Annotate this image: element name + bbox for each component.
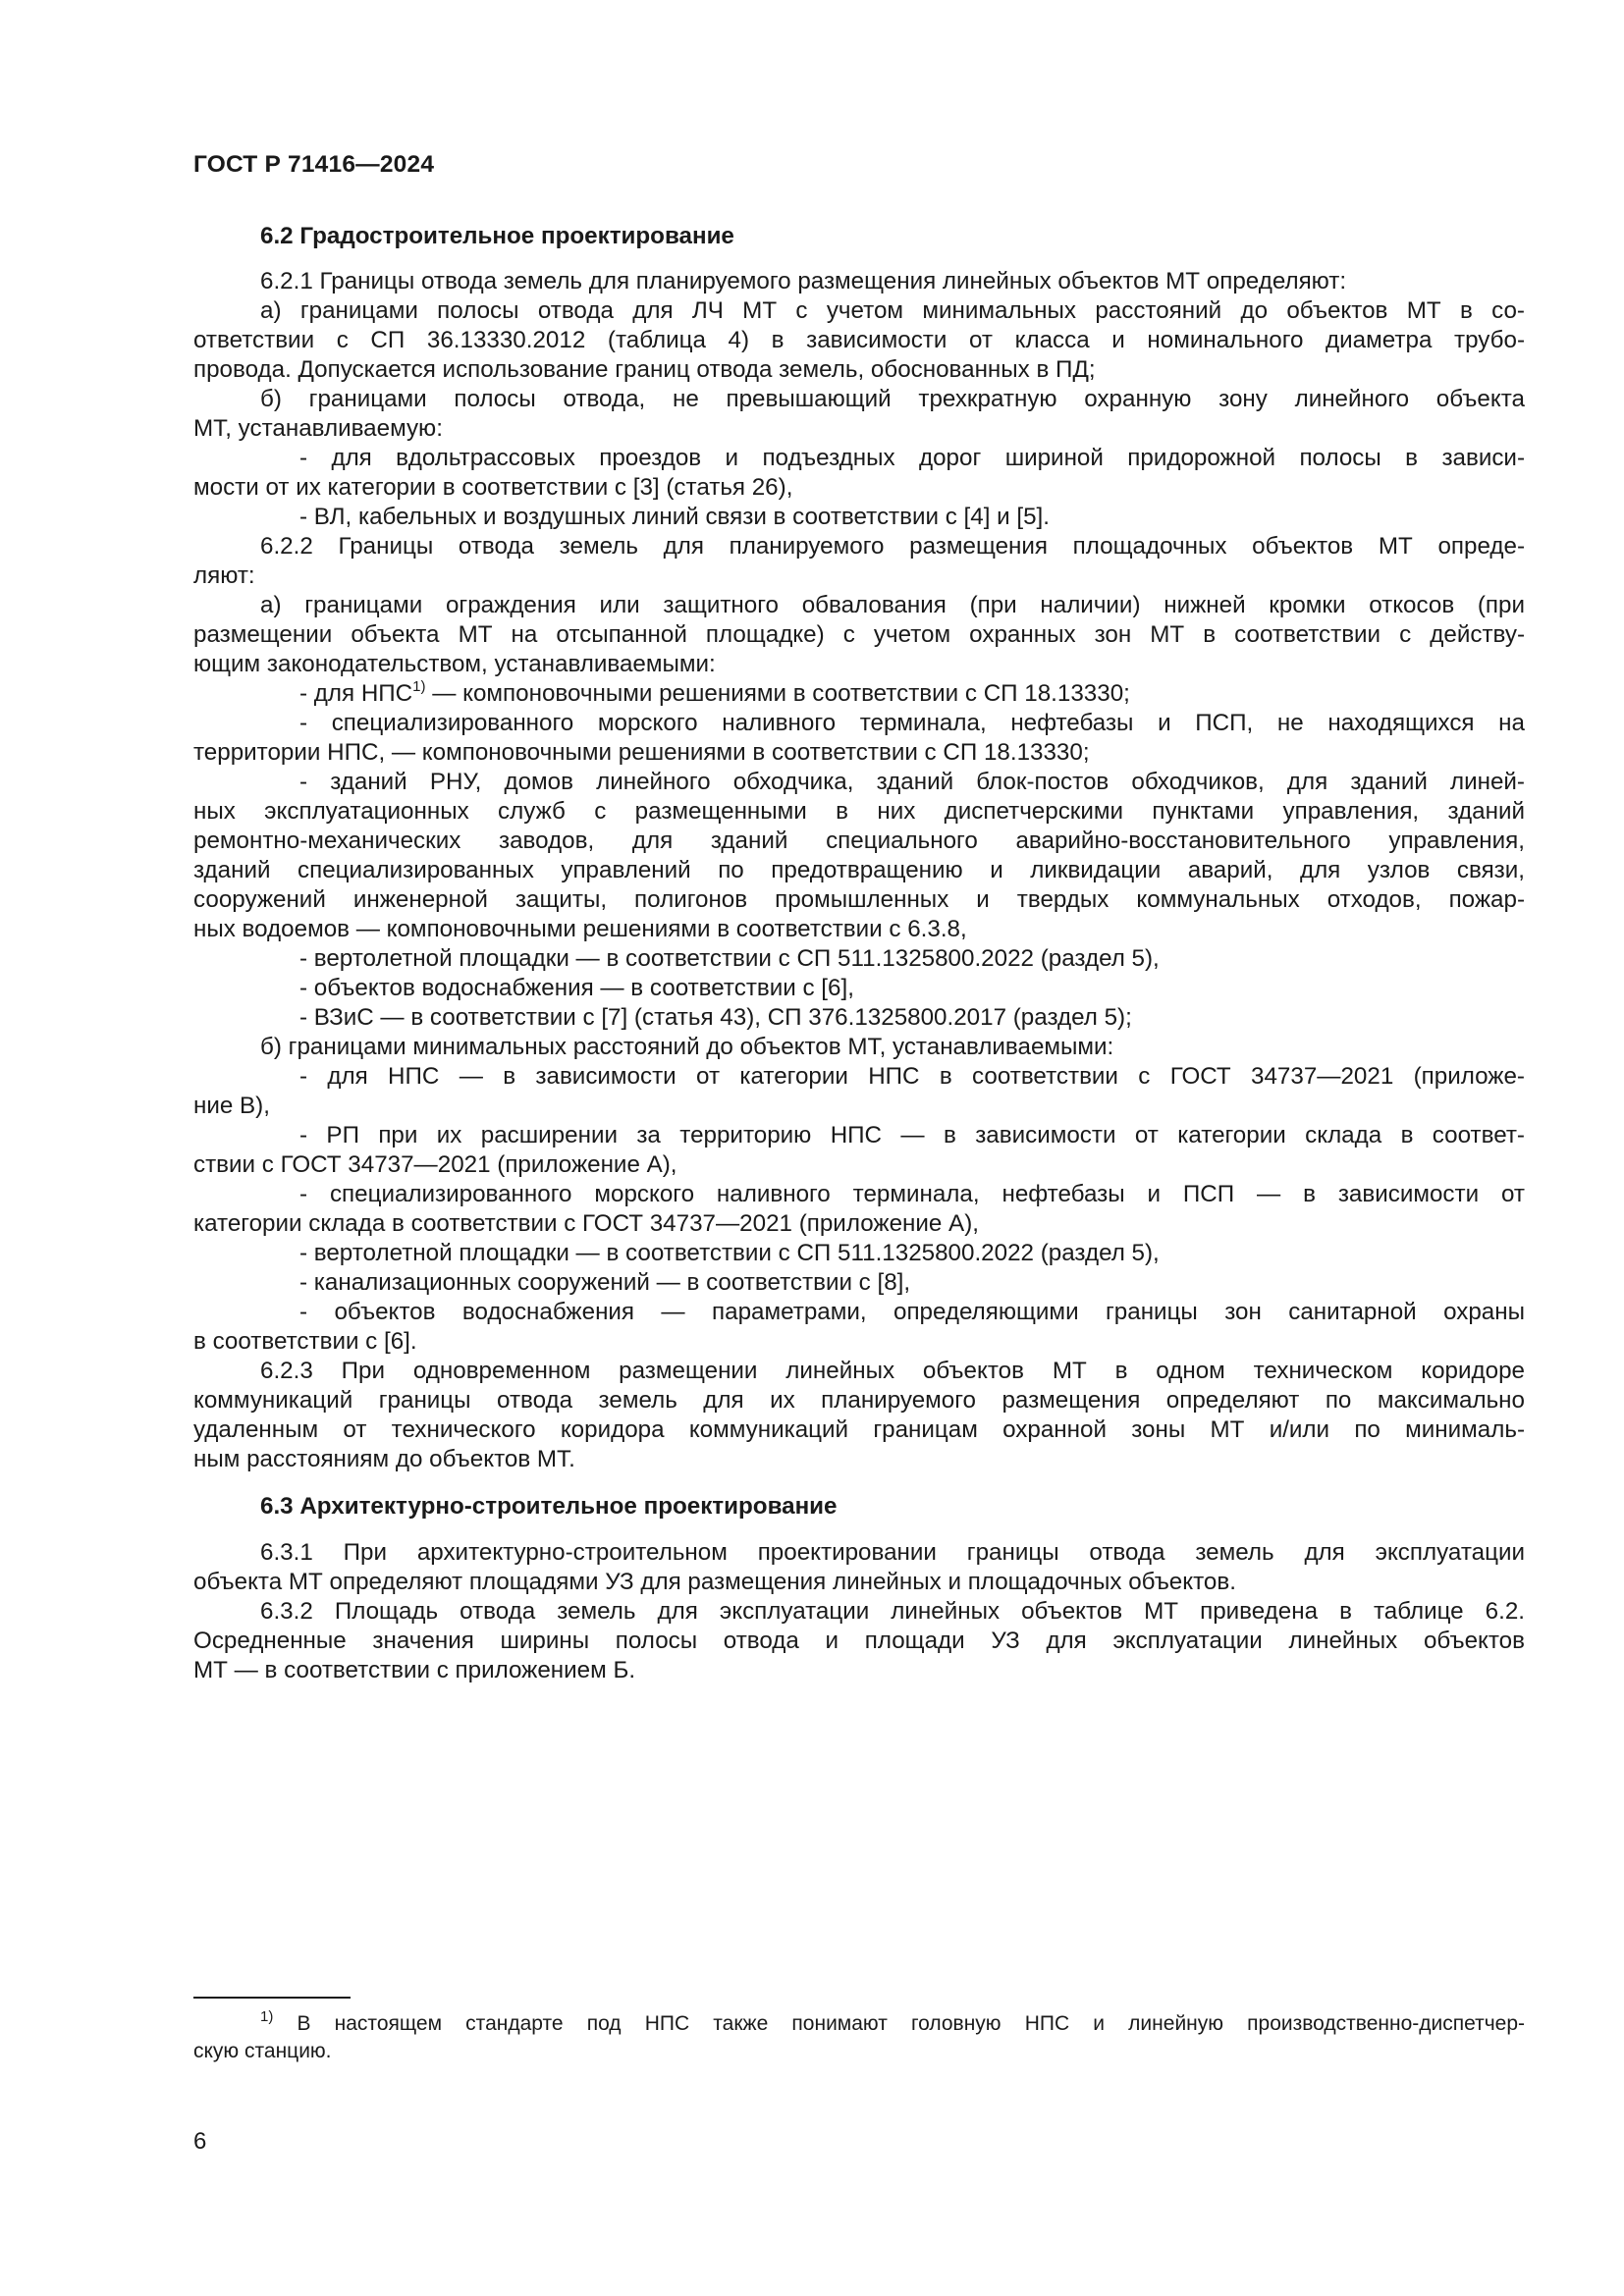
text-line: провода. Допускается использование границ отвода земель, обоснованных в ПД; [193,356,1096,383]
footnote-reference: 1) [412,677,426,695]
footnote-line: скую станцию. [193,2040,332,2062]
list-item: - зданий РНУ, домов линейного обходчика, зданий блок-постов обходчиков, для зданий линей- [299,769,1525,795]
footnote-text: В настоящем стандарте под НПС также понимают головную НПС и линейную производственно-диспетчер- [273,2012,1525,2035]
text-line: удаленным от технического коридора коммуникаций границам охранной зоны МТ и/или по минималь- [193,1416,1525,1443]
text-line: 6.2.1 Границы отвода земель для планируемого размещения линейных объектов МТ определяют: [260,268,1347,294]
section-heading-6-3: 6.3 Архитектурно-строительное проектирование [260,1493,838,1520]
text-line: Осредненные значения ширины полосы отвода и площади УЗ для эксплуатации линейных объектов [193,1628,1525,1654]
list-item: - объектов водоснабжения — в соответствии с [6], [299,975,854,1001]
text-line: территории НПС, — компоновочными решениями в соответствии с СП 18.13330; [193,739,1090,766]
list-item: - канализационных сооружений — в соответствии с [8], [299,1269,911,1296]
list-item: - специализированного морского наливного терминала, нефтебазы и ПСП, не находящихся на [299,710,1525,736]
list-item: - ВЛ, кабельных и воздушных линий связи в соответствии с [4] и [5]. [299,504,1050,530]
list-item: - ВЗиС — в соответствии с [7] (статья 43), СП 376.1325800.2017 (раздел 5); [299,1004,1132,1031]
list-item [299,679,1525,709]
footnote-marker: 1) [260,2008,274,2025]
list-item: - для вдольтрассовых проездов и подъездных дорог шириной придорожной полосы в зависи- [299,445,1525,471]
text-line: коммуникаций границы отвода земель для их планируемого размещения определяют по максимально [193,1387,1525,1414]
text-line: размещении объекта МТ на отсыпанной площадке) с учетом охранных зон МТ в соответствии с действу- [193,621,1525,648]
text-line: 6.3.1 При архитектурно-строительном проектировании границы отвода земель для эксплуатации [260,1539,1525,1566]
text-line: ствии с ГОСТ 34737—2021 (приложение А), [193,1151,677,1178]
text-line: ных эксплуатационных служб с размещенными в них диспетчерскими пунктами управления, зданий [193,798,1525,825]
text-line: 6.3.2 Площадь отвода земель для эксплуатации линейных объектов МТ приведена в таблице 6.2. [260,1598,1525,1625]
list-item: - вертолетной площадки — в соответствии с СП 511.1325800.2022 (раздел 5), [299,1240,1160,1266]
footnote-line [260,2010,1525,2037]
list-item: - для НПС — в зависимости от категории НПС в соответствии с ГОСТ 34737—2021 (приложе- [299,1063,1525,1090]
text-line: ответствии с СП 36.13330.2012 (таблица 4) в зависимости от класса и номинального диаметра трубо- [193,327,1525,353]
text-line: ным расстояниям до объектов МТ. [193,1446,575,1472]
text-line: б) границами минимальных расстояний до объектов МТ, устанавливаемыми: [260,1034,1114,1060]
text-line: категории склада в соответствии с ГОСТ 34737—2021 (приложение А), [193,1210,979,1237]
text-line: МТ, устанавливаемую: [193,415,443,442]
text-line: МТ — в соответствии с приложением Б. [193,1657,636,1683]
section-heading-6-2: 6.2 Градостроительное проектирование [260,223,734,249]
text-line: мости от их категории в соответствии с [3] (статья 26), [193,474,793,501]
text-line: ных водоемов — компоновочными решениями в соответствии с 6.3.8, [193,916,967,942]
text-line: а) границами ограждения или защитного обвалования (при наличии) нижней кромки откосов (при [260,592,1525,618]
text-line: 6.2.2 Границы отвода земель для планируемого размещения площадочных объектов МТ опреде- [260,533,1525,560]
text-line: ющим законодательством, устанавливаемыми: [193,651,716,677]
text-line: б) границами полосы отвода, не превышающий трехкратную охранную зону линейного объекта [260,386,1525,412]
text-line: ремонтно-механических заводов, для зданий специального аварийно-восстановительного управления, [193,828,1525,854]
footnote-separator [193,1997,351,1999]
list-item: - объектов водоснабжения — параметрами, определяющими границы зон санитарной охраны [299,1299,1525,1325]
text-line: ляют: [193,562,255,589]
page-number: 6 [193,2128,207,2155]
list-item: - вертолетной площадки — в соответствии с СП 511.1325800.2022 (раздел 5), [299,945,1160,972]
document-code: ГОСТ Р 71416—2024 [193,151,435,178]
text-line: 6.2.3 При одновременном размещении линейных объектов МТ в одном техническом коридоре [260,1358,1525,1384]
text-line: а) границами полосы отвода для ЛЧ МТ с учетом минимальных расстояний до объектов МТ в со- [260,297,1525,324]
text-line: ние В), [193,1093,270,1119]
list-item-rest: — компоновочными решениями в соответствии с СП 18.13330; [425,680,1130,707]
list-item-lead: - для НПС [299,680,413,707]
text-line: объекта МТ определяют площадями УЗ для размещения линейных и площадочных объектов. [193,1569,1236,1595]
list-item: - РП при их расширении за территорию НПС — в зависимости от категории склада в соответ- [299,1122,1525,1148]
text-line: сооружений инженерной защиты, полигонов промышленных и твердых коммунальных отходов, пожар- [193,886,1525,913]
text-line: зданий специализированных управлений по предотвращению и ликвидации аварий, для узлов связи, [193,857,1525,883]
text-line: в соответствии с [6]. [193,1328,417,1355]
list-item: - специализированного морского наливного терминала, нефтебазы и ПСП — в зависимости от [299,1181,1525,1207]
